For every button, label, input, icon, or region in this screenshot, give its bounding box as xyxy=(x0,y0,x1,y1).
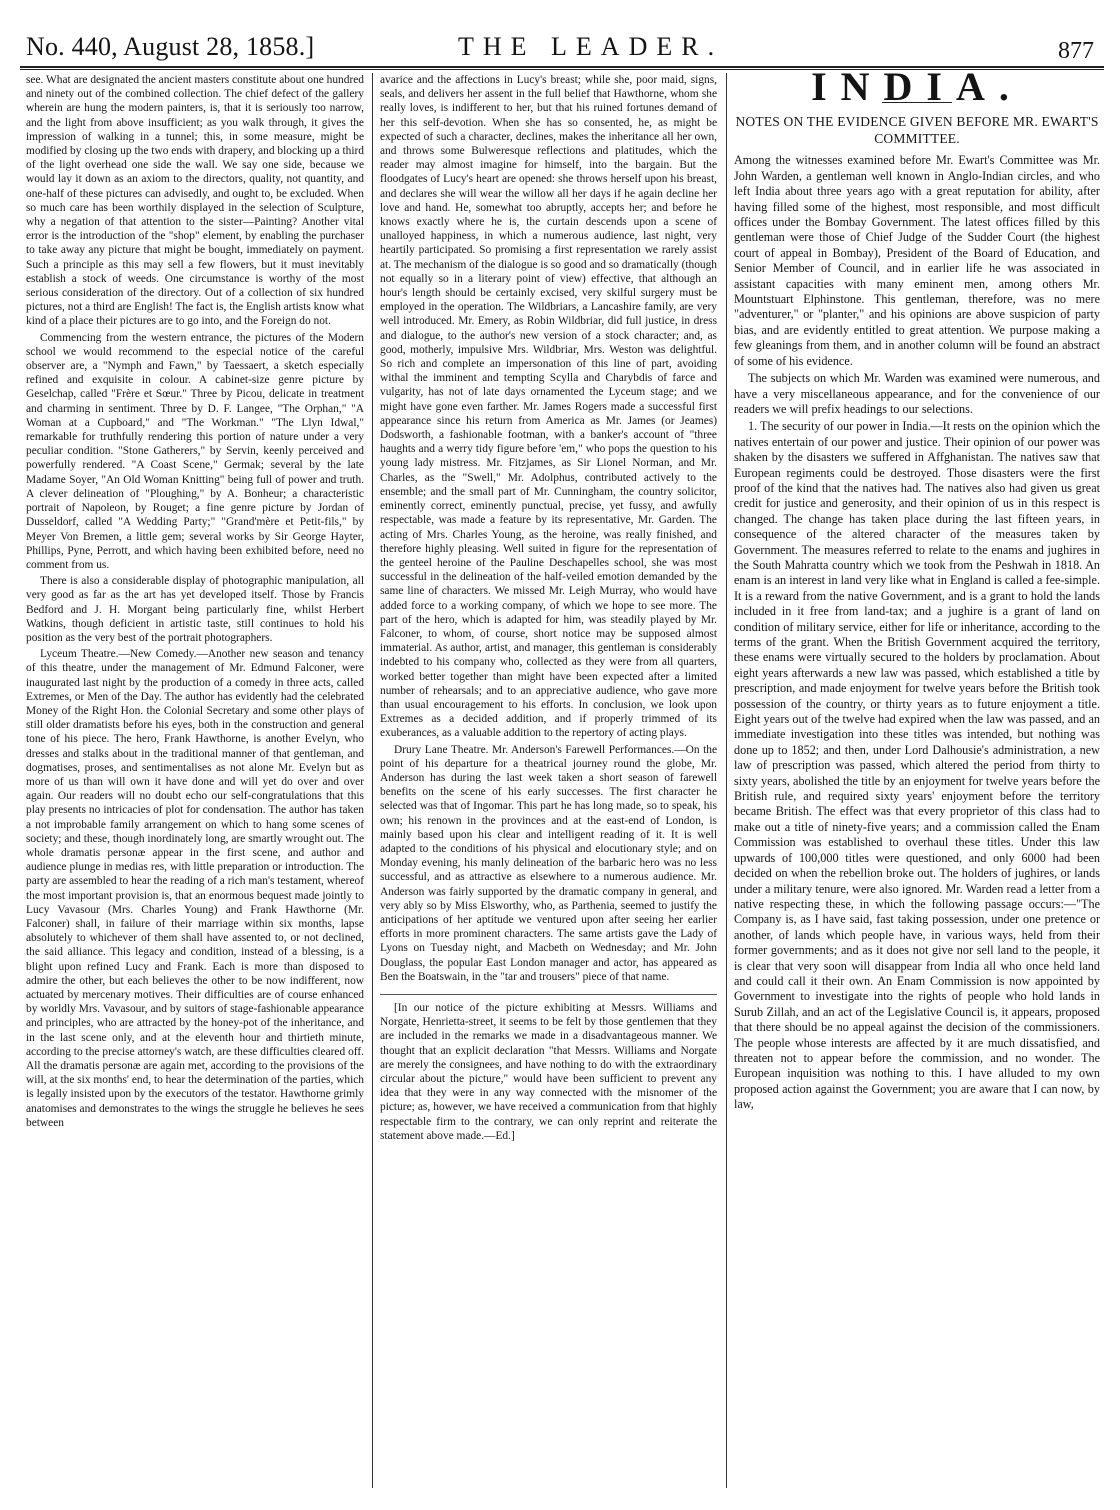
issue-date: No. 440, August 28, 1858.] xyxy=(26,32,315,61)
editor-note xyxy=(380,994,717,1143)
section-title: INDIA. xyxy=(811,73,1023,109)
article-paragraph: Lyceum Theatre.—New Comedy.—Another new season and tenancy of this theatre, under the management of Mr. Edmund Falconer, were inaugurated last night by the production of a comedy in three acts, called Extremes, or Men of the Day. The author has evidently had the celebrated Money of the Right Hon. the Colonial Secretary and some other plays of still older dramatists before his eyes, both in the construction and general tone of his piece. The hero, Frank Hawthorne, is another Evelyn, who dresses and stalks about in the traditional manner of that gentleman, and dogmatises, proses, and sentimentalises as not alone Mr. Evelyn but as more of us than will own it have done and will yet do over and over again. Our readers will no doubt echo our self-congratulations that this play presents no intricacies of plot for condensation. The author has taken a not improbable family arrangement on which to hang some scenes of society; and these, though inordinately long, are smartly wrought out. The whole dramatis personæ appear in the first scene, and author and audience plunge in medias res, with little preparation or introduction. The party are assembled to hear the reading of a rich man's testament, whereof the most important provision is, that an enormous bequest made jointly to Lucy Vavasour (Mrs. Charles Young) and Frank Hawthorne (Mr. Falconer) shall, in failure of their marriage within six months, lapse absolutely to whichever of them shall have assented to, or not declined, the said alliance. This legacy and condition, instead of a blessing, is a blight upon refined Lucy and Frank. Each is more than disposed to admire the other, but each believes the other to be now indifferent, now actuated by mercenary motives. Their difficulties are of course enhanced by worldly Mrs. Vavasour, and by suitors of stage-fashionable appearance and principles, who are attracted by the honey-pot of the inheritance, and in the last scene only, and at the eleventh hour and thirtieth minute, according to the precise attorney's watch, are these difficulties cleared off. All the dramatis personæ are again met, according to the provisions of the will, at the six months' end, to hear the determination of the parties, which is legally insisted upon by the executors of the testator. Hawthorne grimly anatomises and demonstrates to the wings the struggle he believes he sees between xyxy=(26,648,364,1129)
editor-note-text: [In our notice of the picture exhibiting at Messrs. Williams and Norgate, Henrietta-street, it seems to be felt by those gentlemen that they are included in the remarks we made in a disadvantageous manner. We thought that an explicit declaration "that Messrs. Williams and Norgate are merely the consignees, and have nothing to do with the extraordinary circular about the picture," would have been sufficient to prevent any idea that they were in any way connected with the misnomer of the picture; as, however, we have received a communication from that highly respectable firm to the contrary, we can only reprint and reiterate the statement above made.—Ed.] xyxy=(380,1002,717,1142)
article-paragraph: Commencing from the western entrance, the pictures of the Modern school we would recommend to the especial notice of the careful observer are, a "Nymph and Fawn," by Taessaert, a sketch especially refined and exquisite in colour. A cabinet-size genre picture by Geselchap, called "Frère et Sœur." Three by Picou, delicate in treatment and charming in sentiment. Three by D. F. Langee, "The Orphan," "A Woman at a Cupboard," and "The Workman." "The Llyn Idwal," remarkable for truthfully rendering this portion of nature under a very peculiar condition. "Stone Gatherers," by Servin, keenly perceived and powerfully rendered. "A Coast Scene," Germak; several by the late Madame Soyer, "An Old Woman Knitting" being full of power and truth. A clever delineation of "Ploughing," by A. Bonheur; a characteristic portrait of Napoleon, by Rouget; a fine genre picture by Jordan of Dusseldorf, called "A Wedding Party;" "Grand'mère et Petit-fils," by Meyer Von Bremen, a little gem; several works by Sir George Hayter, Phillips, Pyne, Perrott, and which having been exhibited before, need no comment from us. xyxy=(26,331,364,571)
masthead-rule xyxy=(20,66,1104,68)
article-subtitle: NOTES ON THE EVIDENCE GIVEN BEFORE MR. EWART'S COMMITTEE. xyxy=(735,114,1099,147)
page-number: 877 xyxy=(1058,38,1094,64)
article-paragraph: The subjects on which Mr. Warden was examined were numerous, and have a very miscellaneous appearance, and for the convenience of our readers we will prefix headings to our selections. xyxy=(734,371,1100,416)
article-paragraph: There is also a considerable display of photographic manipulation, all very good as far as the art has yet developed itself. Those by Francis Bedford and J. H. Morgant being particularly fine, whilst Herbert Watkins, though deficient in artistic taste, still continues to hold his position as the very best of the portrait photographers. xyxy=(26,575,364,644)
masthead-rule-thin xyxy=(20,69,1104,70)
article-paragraph: 1. The security of our power in India.—It rests on the opinion which the natives entertain of our power and justice. Their opinion of our power was shaken by the disasters we suffered in Affghanistan. The natives saw that European regiments could be destroyed. Those disasters were the first proof of the kind that the natives had. The natives also had given us great credit for justice and generosity, and their opinion of us in this respect is changed. The change has taken place during the last fifteen years, in consequence of the altered character of the measures taken by Government. The measures referred to relate to the enams and jughires in the South Mahratta country which we took from the Peshwah in 1818. An enam is an interest in land very like what in England is called a fee-simple. It is a reward from the native Government, and is a grant to hold the lands included in it free from land-tax; and a jughire is a grant of land on condition of military service, either for life or inheritance, according to the terms of the grant. When the British Government acquired the territory, these enams were virtually secured to the holders by proclamation. About eight years afterwards a new law was passed, which established a title by prescription, and made enjoyment for twelve years before the British took possession of the country, or thirty years as to future enjoyment a title. Eight years out of the twelve had expired when the law was passed, and an immediate investigation into these titles was intended, but nothing was done up to 1852; and then, under Lord Dalhousie's administration, a new law of prescription was passed, which altered the period from thirty to sixty years, abolished the title by an enjoyment for twelve years before the British rule, and required sixty years' enjoyment before the territory became British. The effect was that every proprietor of this class had to make out a title of ninety-five years; and a commission called the Enam Commission was established to overhaul these titles. Under this law upwards of 100,000 titles were questioned, and only 6000 had been decided on when the rebellion broke out. The holders of jughires, or lands under a military tenure, were also ignored. Mr. Warden read a letter from a native respecting these, in which the following passage occurs:—"The Company is, as I have said, fast taking possession, under one pretence or another, of lands which people have, in various ways, held from their former governments; and as it does not give nor sell land to the people, it is clear that very soon will disappear from India all who once held land and could call it their own. An Enam Commission is now appointed by Government to investigate into the rights of people who hold lands in Surub Zillah, and an act of the Legislative Council is, it appears, proposed that there should be no appeal against the decision of the commissioners. The people whose interests are affected by it are much dissatisfied, and threaten not to appear before the commission, and no wonder. The European inquisition was nothing to this. I have alluded to my own proposed action against the Government; you are aware that I can now, by law, xyxy=(734,419,1100,1112)
publication-title: THE LEADER. xyxy=(458,32,724,61)
article-paragraph: Among the witnesses examined before Mr. Ewart's Committee was Mr. John Warden, a gentleman well known in Anglo-Indian circles, and who left India about three years ago with a great reputation for ability, after having filled some of the highest, most responsible, and most difficult offices under the Bombay Government. The latest offices filled by this gentleman were those of Chief Judge of the Sudder Court (the highest court of appeal in Bombay), President of the Board of Education, and Senior Member of Council, and in earlier life he was associated in assistant capacities with many eminent men, among others Mr. Mountstuart Elphinstone. This gentleman, therefore, was no mere "adventurer," or "planter," and his opinions are above suspicion of party bias, and are evidently entitled to great attention. We purpose making a few gleanings from them, and in another column will be found an abstract of some of his evidence. xyxy=(734,153,1100,368)
article-paragraph: see. What are designated the ancient masters constitute about one hundred and ninety out of the combined collection. The chief defect of the gallery wherein are hung the modern painters, is, that it is seriously too narrow, and the light from above insufficient; as you walk through, it gives the impression of walking in a tunnel; this, in some measure, might be modified by closing up the two ends with drapery, and blocking up a third of the light overhead one side the wall. We say one side, because we would lay it down as an axiom to the directors, quality, not quantity, and one-half of these pictures can advisedly, and ought to, be excluded. When so much care has been worthily displayed in the selection of Sculpture, why a negation of that attention to the sister—Painting? Another vital error is the introduction of the "shop" element, by enabling the purchaser to take away any picture that might be bought, immediately on payment. Such a principle as this may sell a few flowers, but it must inevitably establish a stock of weeds. One circumstance is worthy of the most serious consideration of the directory. Out of a collection of six hundred pictures, not a third are English! The fact is, the English artists know what kind of a place their pictures are to go into, and the Foreign do not. xyxy=(26,74,364,328)
column-divider xyxy=(372,73,373,1488)
article-paragraph: avarice and the affections in Lucy's breast; while she, poor maid, signs, seals, and delivers her assent in the full belief that Hawthorne, whom she really loves, is indifferent to her, but that his ruined fortunes demand of her this self-devotion. When she has so consented, he, as might be expected of such a character, declines, makes the inheritance all her own, and throws some Bulweresque reflections and platitudes, which the reader may almost imagine for himself, into the bargain. But the floodgates of Lucy's heart are opened: she throws herself upon his breast, and declares she will wear the willow all her days if he again decline her love and hand. He, somewhat too abruptly, accepts her; and before he knows exactly where he is, the curtain descends upon a scene of unalloyed happiness, in which a numerous audience, last night, very heartily participated. So promising a first representation we rarely assist at. The mechanism of the dialogue is so good and so dramatically (though not equally so in a literary point of view) effective, that although an hour's length should be certainly excised, very skilful surgery must be employed in the operation. The Wildbriars, a Lancashire family, are very well introduced. Mr. Emery, as Robin Wildbriar, did full justice, in dress and dialogue, to the author's new version of a stock character; and, as good, motherly, impulsive Mrs. Wildbriar, Mrs. Weston was delightful. So rich and complete an impersonation of this line of part, avoiding withal the imminent and tempting Scylla and Charybdis of farce and vulgarity, has not of late days ornamented the Lyceum stage; and we might have gone even farther. Mr. James Rogers made a successful first appearance since his return from America as Mr. James (or Jeames) Dodsworth, a fashionable footman, with a banker's account of "three haughts and a werry tidy figure before 'em," who pops the question to his young lady mistress. Mr. Fitzjames, as Sir Lionel Norman, and Mr. Charles, as the "Swell," Mr. Adolphus, contributed actively to the ensemble; and the small part of Mr. Cunningham, the country solicitor, eminently correct, eminently punctual, precise, yet fussy, and awfully respectable, was made a feature by its representative, Mr. Garden. The acting of Mrs. Charles Young, as the heroine, was really finished, and therefore highly pleasing. Well suited in figure for the representation of the genteel heroine of the Pauline Deschapelles school, she was most successful in the delineation of the half-veiled emotion demanded by the same line of characters. We missed Mr. Leigh Murray, who would have added force to a working company, of which we hope to see more. The part of the hero, which is adapted for him, was steadily played by Mr. Falconer, to whom, of course, short notice may be supposed almost immaterial. As author, artist, and manager, this gentleman is considerably indebted to his company who, collected as they were from all quarters, worked better together than might have been expected after a limited number of rehearsals; and to an appreciative audience, who gave more than usual encouragement to his efforts. In conclusion, we look upon Extremes as a decided addition, and if properly trimmed of its exuberances, as a valuable addition to the repertory of acting plays. xyxy=(380,74,717,740)
column-divider xyxy=(726,73,727,1488)
column-theatre-reviews xyxy=(380,73,717,1493)
article-paragraph: Drury Lane Theatre. Mr. Anderson's Farewell Performances.—On the point of his departure for a theatrical journey round the globe, Mr. Anderson has during the last week taken a short season of farewell benefits on the scene of his early successes. The first character he selected was that of Ingomar. This part he has long made, so to speak, his own; his renown in the provinces and at the east-end of London, is mainly based upon his clear and intelligent reading of it. It is well adapted to the conditions of his physical and elocutionary style; and on Monday evening, his manly delineation of the barbaric hero was no less successful, and as attractive as elsewhere to a numerous audience. Mr. Anderson was fairly supported by the dramatic company in general, and very ably so by Miss Elsworthy, who, as Parthenia, seemed to justify the anticipations of her aptitude we ventured upon after seeing her earlier efforts in more prominent characters. The same artists gave the Lady of Lyons on Tuesday night, and Macbeth on Wednesday; and Mr. John Douglass, the popular East London manager and actor, has appeared as Ben the Boatswain, in the "tar and trousers" piece of that name. xyxy=(380,743,717,983)
column-india xyxy=(734,73,1100,1493)
masthead xyxy=(18,20,1106,66)
column-art-and-theatre xyxy=(26,73,364,1493)
